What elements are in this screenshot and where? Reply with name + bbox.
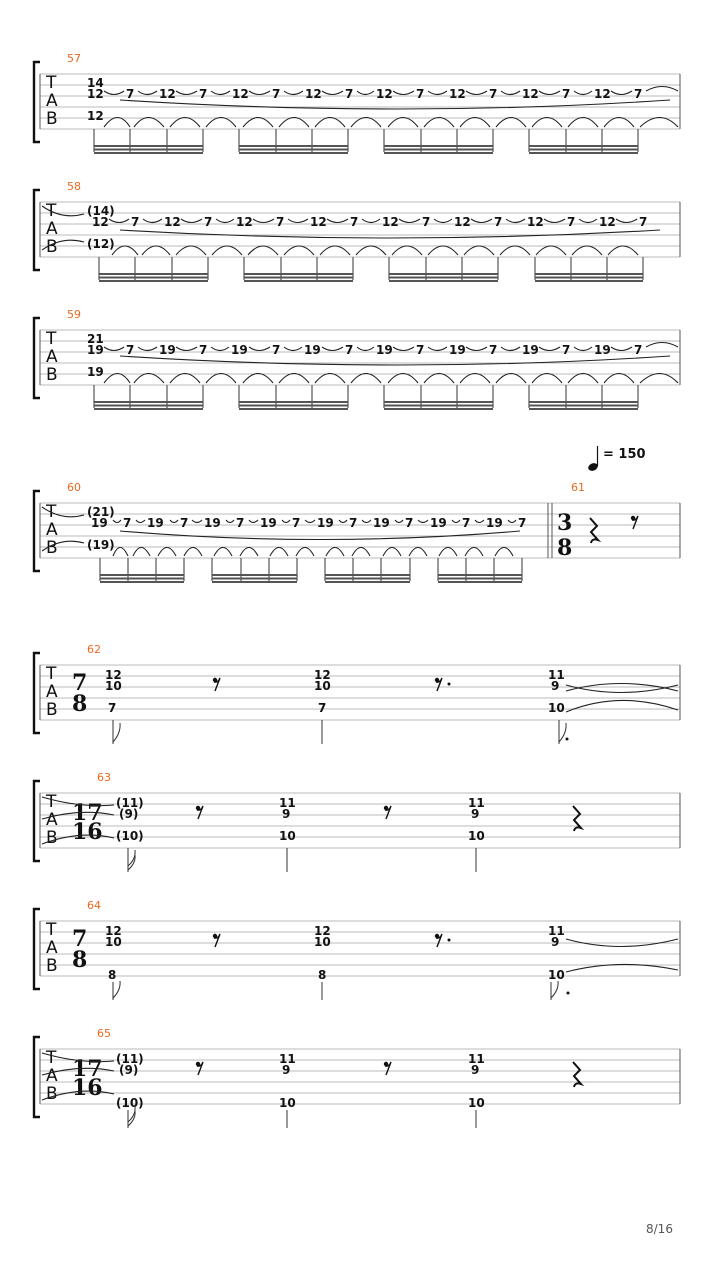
fret-number: 9 [471, 1063, 480, 1077]
fret-number: (11) [116, 1052, 144, 1066]
fret-number: 7 [199, 343, 208, 357]
fret-number: 7 [126, 87, 135, 101]
fret-number: 19 [449, 343, 466, 357]
fret-number: 19 [147, 516, 164, 530]
tempo-value: = 150 [603, 447, 646, 462]
tab-clef-b: B [46, 237, 58, 257]
eighth-rest-icon [196, 806, 203, 819]
fret-number: 10 [105, 679, 122, 693]
fret-number: 19 [260, 516, 277, 530]
fret-number: 7 [562, 87, 571, 101]
eighth-rest-icon [435, 678, 451, 691]
fret-number: 7 [422, 215, 431, 229]
eighth-rest-icon [196, 1062, 203, 1075]
fret-number: 9 [471, 807, 480, 821]
fret-number: 7 [126, 343, 135, 357]
fret-number: 10 [468, 829, 485, 843]
eighth-rest-icon [213, 678, 220, 691]
tab-clef-b: B [46, 1084, 58, 1104]
fret-number: 7 [204, 215, 213, 229]
fret-number: 7 [345, 87, 354, 101]
fret-number: 7 [634, 343, 643, 357]
tab-clef-b: B [46, 828, 58, 848]
fret-number: 7 [489, 343, 498, 357]
fret-number: 19 [522, 343, 539, 357]
fret-number: 19 [317, 516, 334, 530]
tab-system [34, 643, 680, 744]
fret-number: 7 [639, 215, 648, 229]
fret-number: 19 [376, 343, 393, 357]
tab-clef-t: T [46, 201, 57, 221]
fret-number: 12 [236, 215, 253, 229]
tab-clef-b: B [46, 956, 58, 976]
tab-clef-a: A [46, 938, 58, 958]
time-signature-numerator: 7 [72, 670, 88, 696]
fret-number: (10) [116, 1096, 144, 1110]
fret-number: 12 [87, 87, 104, 101]
tab-clef-b: B [46, 109, 58, 129]
fret-number: 11 [279, 796, 296, 810]
fret-number: 19 [204, 516, 221, 530]
eighth-rest-icon [213, 934, 220, 947]
eighth-rest-icon [435, 934, 451, 947]
fret-number: 10 [105, 935, 122, 949]
fret-number: 7 [272, 343, 281, 357]
fret-number: 19 [87, 365, 104, 379]
tab-clef-t: T [46, 73, 57, 93]
fret-number: 12 [314, 924, 331, 938]
tab-clef-b: B [46, 365, 58, 385]
tab-clef-a: A [46, 520, 58, 540]
time-signature-denominator: 16 [72, 819, 103, 845]
fret-number: 7 [416, 87, 425, 101]
fret-number: 10 [548, 701, 565, 715]
tab-row-upper [87, 76, 642, 101]
tab-clef-a: A [46, 1066, 58, 1086]
tab-clef-t: T [46, 664, 57, 684]
time-signature-denominator: 8 [557, 535, 573, 561]
fret-number: 12 [310, 215, 327, 229]
eighth-rest-icon [384, 806, 391, 819]
tab-clef-t: T [46, 792, 57, 812]
fret-number: 12 [522, 87, 539, 101]
fret-number: 7 [292, 516, 301, 530]
system-brace [34, 190, 40, 270]
fret-number: 8 [108, 968, 117, 982]
fret-number: 12 [454, 215, 471, 229]
fret-number: 21 [87, 332, 104, 346]
measure-number: 63 [97, 771, 111, 784]
tab-clef-t: T [46, 329, 57, 349]
measure-number: 65 [97, 1027, 111, 1040]
fret-number: 12 [594, 87, 611, 101]
quarter-rest-icon [590, 518, 598, 543]
fret-number: 9 [282, 807, 291, 821]
fret-number: (12) [87, 237, 115, 251]
fret-number: 7 [518, 516, 527, 530]
fret-number: 12 [599, 215, 616, 229]
time-signature-denominator: 8 [72, 947, 88, 973]
measure-number: 62 [87, 643, 101, 656]
fret-number: 10 [468, 1096, 485, 1110]
fret-number: (14) [87, 204, 115, 218]
fret-number: 7 [318, 701, 327, 715]
eighth-rest-icon [631, 516, 638, 529]
fret-number: 7 [276, 215, 285, 229]
fret-number: 12 [527, 215, 544, 229]
measure-number: 64 [87, 899, 101, 912]
tab-system [34, 52, 680, 154]
tab-clef-a: A [46, 810, 58, 830]
fret-number: 7 [489, 87, 498, 101]
fret-number: 19 [231, 343, 248, 357]
fret-number: 7 [634, 87, 643, 101]
fret-number: 12 [105, 924, 122, 938]
fret-number: (9) [119, 807, 139, 821]
fret-number: 10 [314, 935, 331, 949]
fret-number: 7 [345, 343, 354, 357]
fret-number: 7 [272, 87, 281, 101]
measure-number: 58 [67, 180, 81, 193]
time-signature-numerator: 17 [72, 1056, 103, 1082]
fret-number: 7 [199, 87, 208, 101]
fret-number: 12 [305, 87, 322, 101]
system-brace [34, 62, 40, 142]
eighth-rest-icon [384, 1062, 391, 1075]
system-brace [34, 653, 40, 733]
fret-number: 7 [562, 343, 571, 357]
fret-number: 19 [159, 343, 176, 357]
fret-number: (11) [116, 796, 144, 810]
fret-number: 9 [282, 1063, 291, 1077]
system-brace [34, 318, 40, 398]
fret-number: 10 [279, 1096, 296, 1110]
fret-number: 9 [551, 679, 560, 693]
tab-system [34, 180, 680, 282]
fret-number: 11 [279, 1052, 296, 1066]
measure-number: 60 [67, 481, 81, 494]
fret-number: 7 [108, 701, 117, 715]
measure-number: 59 [67, 308, 81, 321]
fret-number: 19 [304, 343, 321, 357]
fret-number: 12 [164, 215, 181, 229]
quarter-rest-icon [573, 1062, 581, 1087]
fret-number: 19 [594, 343, 611, 357]
quarter-rest-icon [573, 806, 581, 831]
fret-number: (21) [87, 505, 115, 519]
fret-number: (9) [119, 1063, 139, 1077]
tab-clef-b: B [46, 700, 58, 720]
time-signature-numerator: 17 [72, 800, 103, 826]
measure-number: 57 [67, 52, 81, 65]
tab-system [34, 308, 680, 410]
time-signature-denominator: 8 [72, 691, 88, 717]
page-number: 8/16 [646, 1222, 673, 1236]
tab-system [34, 771, 680, 872]
tempo-marking [587, 446, 646, 472]
fret-number: 12 [376, 87, 393, 101]
fret-number: 7 [416, 343, 425, 357]
fret-number: 19 [87, 343, 104, 357]
fret-number: 9 [551, 935, 560, 949]
fret-number: 19 [91, 516, 108, 530]
tab-system [34, 899, 680, 1000]
fret-number: 7 [462, 516, 471, 530]
fret-number: 7 [123, 516, 132, 530]
time-signature-numerator: 3 [557, 510, 573, 536]
fret-number: 7 [131, 215, 140, 229]
tab-clef-a: A [46, 682, 58, 702]
fret-number: 7 [350, 215, 359, 229]
fret-number: 10 [548, 968, 565, 982]
system-brace [34, 491, 40, 571]
fret-number: 11 [548, 924, 565, 938]
fret-number: 11 [468, 1052, 485, 1066]
fret-number: 12 [92, 215, 109, 229]
time-signature-numerator: 7 [72, 926, 88, 952]
fret-number: 14 [87, 76, 104, 90]
fret-number: 11 [468, 796, 485, 810]
fret-number: (10) [116, 829, 144, 843]
fret-number: 12 [159, 87, 176, 101]
fret-number: 7 [236, 516, 245, 530]
tab-system [34, 481, 680, 583]
tab-clef-t: T [46, 1048, 57, 1068]
fret-number: 12 [314, 668, 331, 682]
tab-system [34, 1027, 680, 1128]
fret-number: 12 [87, 109, 104, 123]
fret-number: 19 [373, 516, 390, 530]
tab-clef-a: A [46, 91, 58, 111]
system-brace [34, 1037, 40, 1117]
fret-number: 19 [430, 516, 447, 530]
fret-number: 7 [349, 516, 358, 530]
fret-number: 7 [180, 516, 189, 530]
fret-number: 12 [449, 87, 466, 101]
fret-number: 11 [548, 668, 565, 682]
fret-number: 12 [382, 215, 399, 229]
tab-clef-a: A [46, 347, 58, 367]
system-brace [34, 909, 40, 989]
fret-number: 12 [232, 87, 249, 101]
system-brace [34, 781, 40, 861]
measure-number: 61 [571, 481, 585, 494]
fret-number: 7 [405, 516, 414, 530]
tab-clef-t: T [46, 920, 57, 940]
fret-number: 10 [279, 829, 296, 843]
tab-clef-b: B [46, 538, 58, 558]
fret-number: 10 [314, 679, 331, 693]
fret-number: 19 [486, 516, 503, 530]
fret-number: (19) [87, 538, 115, 552]
tab-clef-t: T [46, 502, 57, 522]
tab-clef-a: A [46, 219, 58, 239]
fret-number: 7 [494, 215, 503, 229]
fret-number: 7 [567, 215, 576, 229]
time-signature-denominator: 16 [72, 1075, 103, 1101]
fret-number: 12 [105, 668, 122, 682]
fret-number: 8 [318, 968, 327, 982]
